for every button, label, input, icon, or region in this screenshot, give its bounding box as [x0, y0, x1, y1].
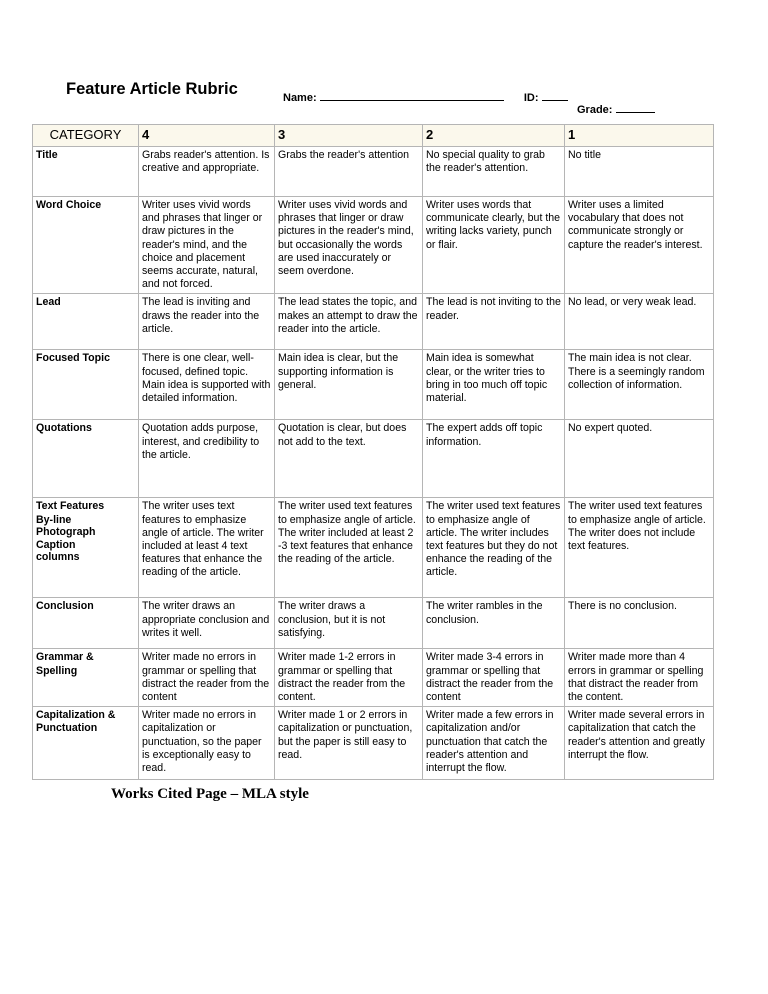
category-cell [33, 598, 139, 649]
criteria-cell-score-2: No special quality to grab the reader's attention. [423, 147, 565, 197]
category-label: Conclusion [36, 600, 94, 613]
header-score-3: 3 [275, 125, 423, 147]
table-row [33, 197, 714, 294]
table-row [33, 350, 714, 420]
name-label: Name: [283, 92, 317, 104]
criteria-cell-score-2: Writer made a few errors in capitalization and/or punctuation that catch the reader's attention and interrupt the flow. [423, 707, 565, 780]
works-cited-note: Works Cited Page – MLA style [111, 786, 309, 802]
criteria-cell-score-2: Main idea is somewhat clear, or the writer tries to bring in too much off topic material. [423, 350, 565, 420]
header-row [33, 125, 714, 147]
category-label: Text Features [36, 500, 105, 513]
category-subitem: Caption [36, 538, 76, 551]
criteria-cell-score-3: Quotation is clear, but does not add to the text. [275, 420, 423, 498]
criteria-cell-score-2: Writer uses words that communicate clearly, but the writing lacks variety, punch or flair. [423, 197, 565, 294]
criteria-cell-score-1: There is no conclusion. [565, 598, 714, 649]
table-row [33, 707, 714, 780]
category-cell [33, 498, 139, 598]
grade-label: Grade: [577, 104, 613, 116]
page-title: Feature Article Rubric [66, 80, 238, 98]
header-category: CATEGORY [33, 125, 139, 147]
category-label: Quotations [36, 422, 92, 435]
table-row [33, 649, 714, 707]
criteria-cell-score-1: The main idea is not clear. There is a seemingly random collection of information. [565, 350, 714, 420]
category-cell [33, 197, 139, 294]
table-row [33, 598, 714, 649]
criteria-cell-score-2: The writer rambles in the conclusion. [423, 598, 565, 649]
name-id-line [283, 91, 568, 104]
category-label: Title [36, 149, 58, 161]
criteria-cell-score-4: Quotation adds purpose, interest, and credibility to the article. [139, 420, 275, 498]
grade-line [577, 103, 655, 116]
criteria-cell-score-3: The writer used text features to emphasize angle of article. The writer included at least 2 -3 text features that enhance the reading of the article. [275, 498, 423, 598]
criteria-cell-score-2: Writer made 3-4 errors in grammar or spelling that distract the reader from the content [423, 649, 565, 707]
criteria-cell-score-4: Writer made no errors in capitalization or punctuation, so the paper is exceptionally easy to read. [139, 707, 275, 780]
category-cell [33, 294, 139, 350]
category-cell [33, 649, 139, 707]
criteria-cell-score-4: The lead is inviting and draws the reader into the article. [139, 294, 275, 350]
criteria-cell-score-3: The writer draws a conclusion, but it is not satisfying. [275, 598, 423, 649]
category-cell [33, 147, 139, 197]
id-blank [542, 91, 568, 101]
criteria-cell-score-4: Writer made no errors in grammar or spelling that distract the reader from the content [139, 649, 275, 707]
criteria-cell-score-2: The lead is not inviting to the reader. [423, 294, 565, 350]
criteria-cell-score-1: Writer made more than 4 errors in grammar or spelling that distract the reader from the content. [565, 649, 714, 707]
criteria-cell-score-3: Grabs the reader's attention [275, 147, 423, 197]
category-label: Capitalization & Punctuation [36, 709, 116, 735]
category-label: Focused Topic [36, 352, 110, 365]
criteria-cell-score-3: Writer uses vivid words and phrases that linger or draw pictures in the reader's mind, but occasionally the words are used inaccurately or seem overdone. [275, 197, 423, 294]
criteria-cell-score-1: No expert quoted. [565, 420, 714, 498]
category-label: Grammar & Spelling [36, 651, 94, 677]
table-row [33, 420, 714, 498]
criteria-cell-score-1: No lead, or very weak lead. [565, 294, 714, 350]
header-score-2: 2 [423, 125, 565, 147]
table-row [33, 294, 714, 350]
criteria-cell-score-1: Writer uses a limited vocabulary that does not communicate strongly or capture the reader's interest. [565, 197, 714, 294]
id-label: ID: [523, 92, 539, 104]
criteria-cell-score-4: The writer draws an appropriate conclusion and writes it well. [139, 598, 275, 649]
table-row [33, 147, 714, 197]
category-subitem: By-line [36, 513, 72, 526]
category-label: Word Choice [36, 199, 102, 211]
criteria-cell-score-3: Writer made 1-2 errors in grammar or spelling that distract the reader from the content. [275, 649, 423, 707]
table-row [33, 498, 714, 598]
category-subitem: Photograph [36, 526, 96, 539]
criteria-cell-score-2: The writer used text features to emphasize angle of article. The writer includes text features but they do not enhance the reading of the article. [423, 498, 565, 598]
category-subitem: columns [36, 551, 80, 564]
category-cell [33, 707, 139, 780]
header-score-1: 1 [565, 125, 714, 147]
grade-blank [616, 103, 655, 113]
criteria-cell-score-4: There is one clear, well-focused, defined topic. Main idea is supported with detailed information. [139, 350, 275, 420]
criteria-cell-score-4: The writer uses text features to emphasize angle of article. The writer included at least 4 text features that enhance the reading of the article. [139, 498, 275, 598]
criteria-cell-score-2: The expert adds off topic information. [423, 420, 565, 498]
name-blank [320, 91, 504, 101]
criteria-cell-score-4: Writer uses vivid words and phrases that linger or draw pictures in the reader's mind, and the choice and placement seems accurate, natural, and not forced. [139, 197, 275, 294]
criteria-cell-score-3: Writer made 1 or 2 errors in capitalization or punctuation, but the paper is still easy to read. [275, 707, 423, 780]
criteria-cell-score-1: No title [565, 147, 714, 197]
category-label: Lead [36, 296, 61, 309]
criteria-cell-score-1: The writer used text features to emphasize angle of article. The writer does not include text features. [565, 498, 714, 598]
category-cell [33, 350, 139, 420]
rubric-table [32, 124, 714, 780]
header-score-4: 4 [139, 125, 275, 147]
category-cell [33, 420, 139, 498]
criteria-cell-score-1: Writer made several errors in capitalization that catch the reader's attention and greatly interrupt the flow. [565, 707, 714, 780]
criteria-cell-score-4: Grabs reader's attention. Is creative and appropriate. [139, 147, 275, 197]
criteria-cell-score-3: Main idea is clear, but the supporting information is general. [275, 350, 423, 420]
criteria-cell-score-3: The lead states the topic, and makes an attempt to draw the reader into the article. [275, 294, 423, 350]
